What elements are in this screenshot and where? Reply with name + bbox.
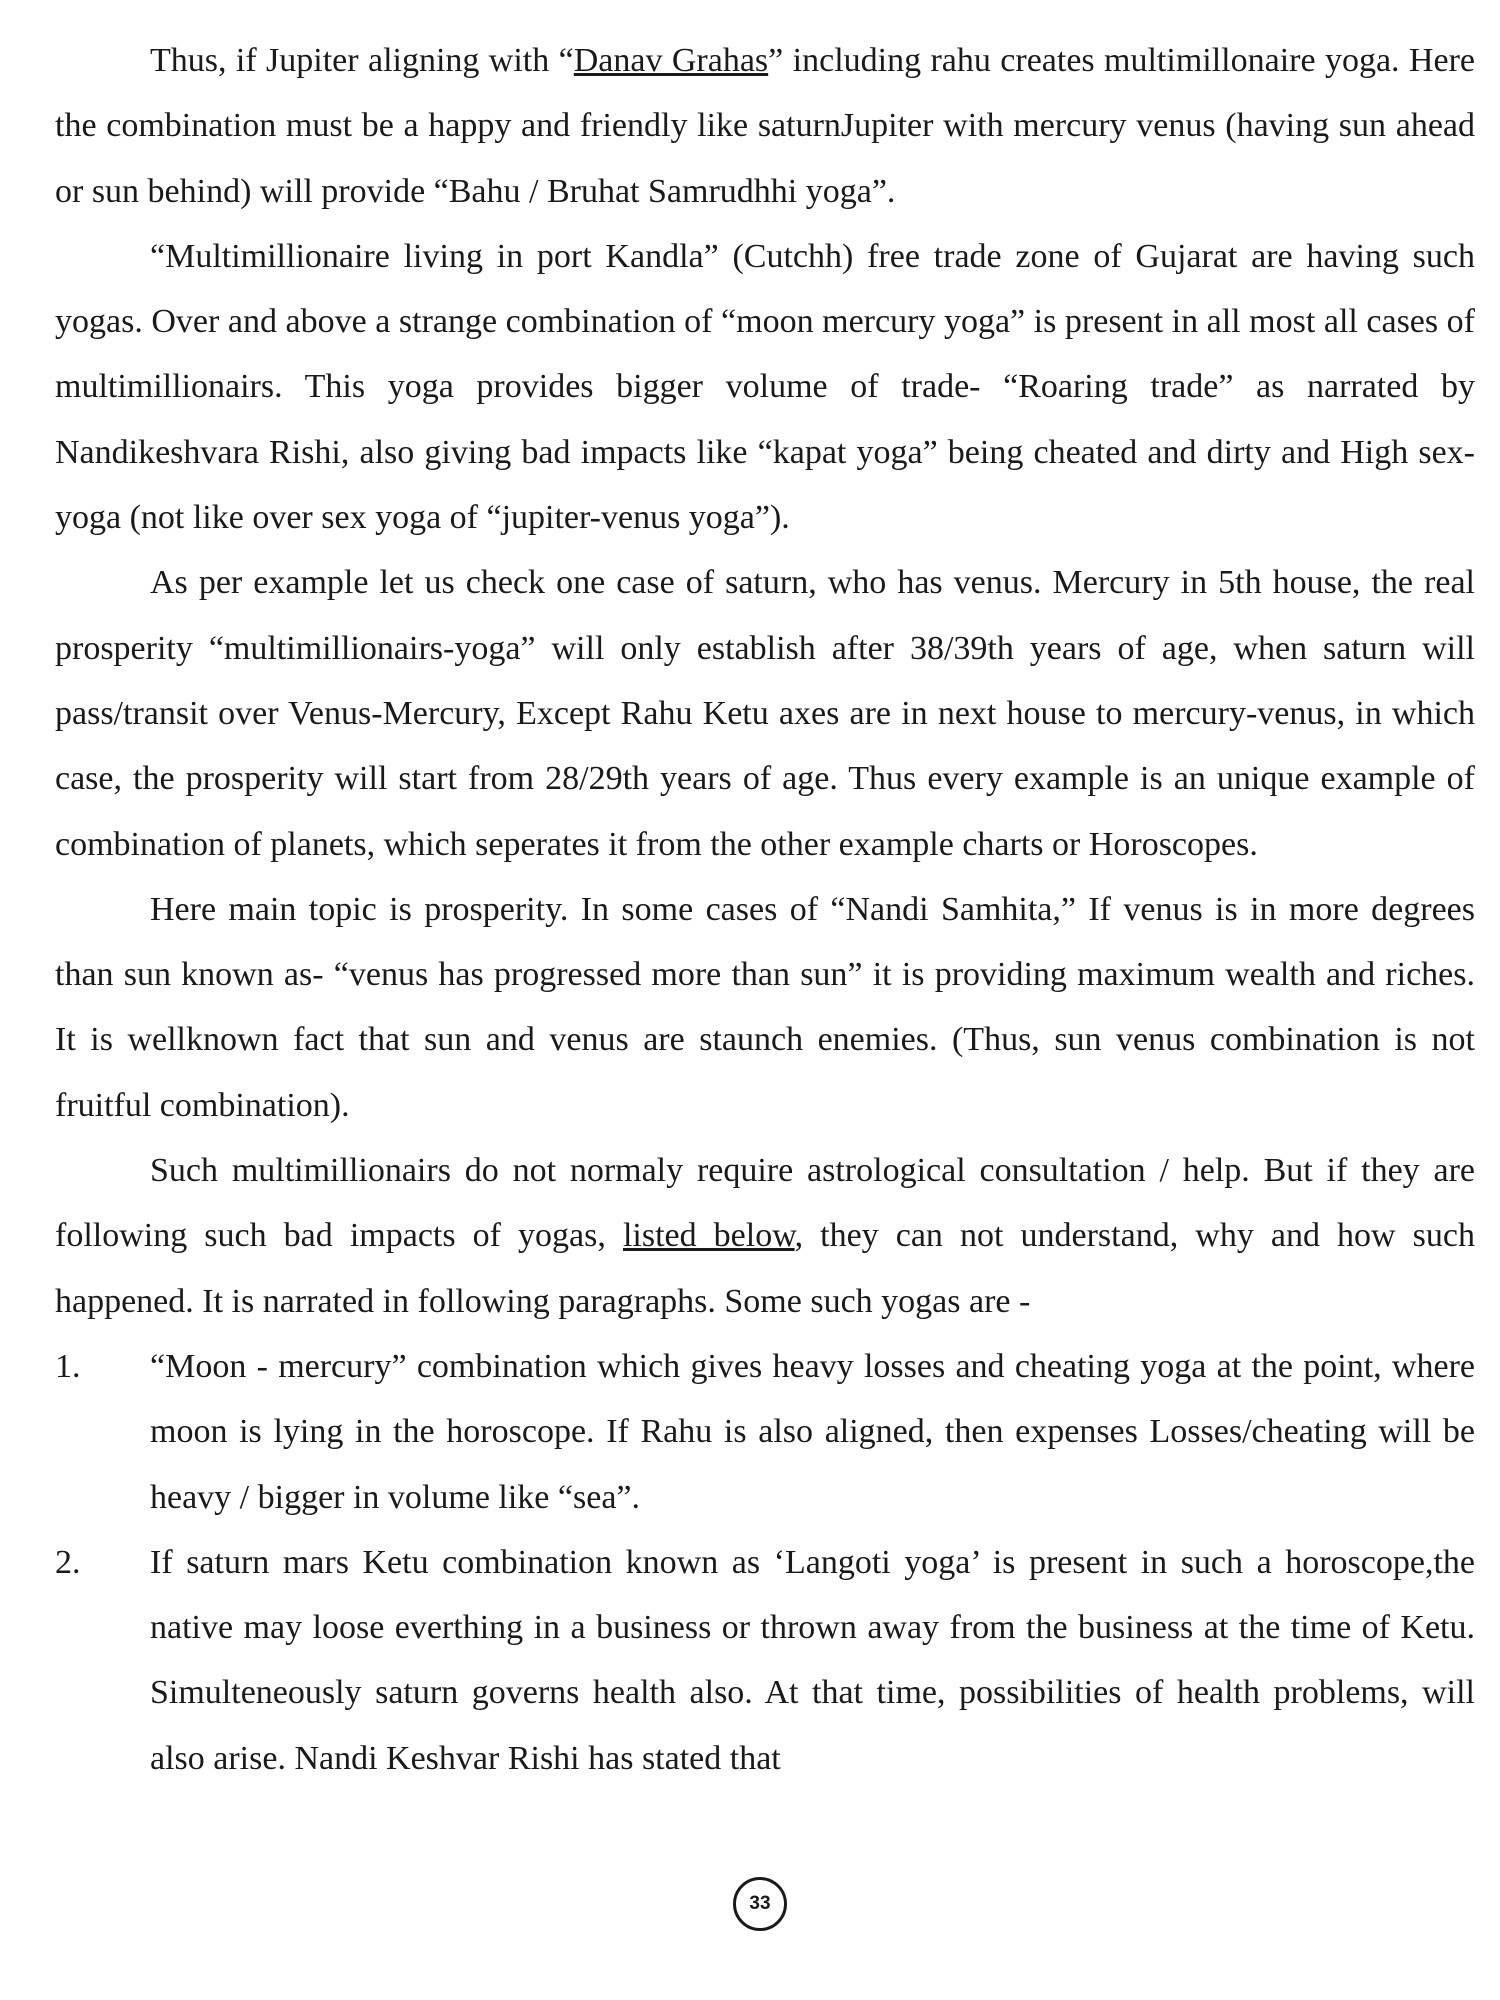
paragraph-text: Such multimillionairs do not normaly require astrological consultation / help. But if they are following such bad impacts of yogas,	[55, 1152, 1475, 1255]
paragraph-consultation	[55, 1138, 1475, 1334]
paragraph-text: Thus, if Jupiter aligning with “	[150, 42, 574, 79]
page-number: 33	[733, 1877, 787, 1931]
underlined-phrase: Danav Grahas	[573, 42, 769, 79]
paragraph-text: ” including rahu creates multimillonaire yoga. Here the combination must be a happy and friendly like saturnJupiter with mercury venus (having sun ahead or sun behind) will provide “Bahu / Bruhat Samrudhhi yoga”.	[55, 42, 1475, 210]
list-item-text: If saturn mars Ketu combination known as ‘Langoti yoga’ is present in such a horoscope,the native may loose everthing in a business or thrown away from the business at the time of Ketu. Simulteneously saturn governs health also. At that time, possibilities of health problems, will also arise. Nandi Keshvar Rishi has stated that	[150, 1543, 1475, 1777]
paragraph-text: , they can not understand, why and how such happened. It is narrated in following paragraphs. Some such yogas are -	[55, 1217, 1476, 1320]
underlined-phrase: listed below	[622, 1217, 795, 1255]
paragraph-nandi-samhita: Here main topic is prosperity. In some cases of “Nandi Samhita,” If venus is in more degrees than sun known as- “venus has progressed more than sun” it is providing maximum wealth and riches. It is wellknown fact that sun and venus are staunch enemies. (Thus, sun venus combination is not fruitful combination).	[55, 890, 1475, 1124]
yoga-list	[55, 1334, 1475, 1791]
paragraph-danav-grahas	[55, 28, 1475, 224]
body-text	[55, 28, 1475, 1791]
paragraph-saturn-example: As per example let us check one case of saturn, who has venus. Mercury in 5th house, the real prosperity “multimillionairs-yoga” will only establish after 38/39th years of age, when saturn will pass/transit over Venus-Mercury, Except Rahu Ketu axes are in next house to mercury-venus, in which case, the prosperity will start from 28/29th years of age. Thus every example is an unique example of combination of planets, which seperates it from the other example charts or Horoscopes.	[55, 564, 1475, 863]
list-item	[55, 1334, 1475, 1530]
paragraph-kandla: “Multimillionaire living in port Kandla” (Cutchh) free trade zone of Gujarat are having such yogas. Over and above a strange combination of “moon mercury yoga” is present in all most all cases of multimillionairs. This yoga provides bigger volume of trade- “Roaring trade” as narrated by Nandikeshvara Rishi, also giving bad impacts like “kapat yoga” being cheated and dirty and High sex-yoga (not like over sex yoga of “jupiter-venus yoga”).	[55, 237, 1475, 537]
list-number: 2.	[55, 1543, 81, 1581]
list-item	[55, 1530, 1475, 1791]
list-number: 1.	[55, 1347, 81, 1385]
list-item-text: “Moon - mercury” combination which gives heavy losses and cheating yoga at the point, where moon is lying in the horoscope. If Rahu is also aligned, then expenses Losses/cheating will be heavy / bigger in volume like “sea”.	[150, 1347, 1475, 1516]
